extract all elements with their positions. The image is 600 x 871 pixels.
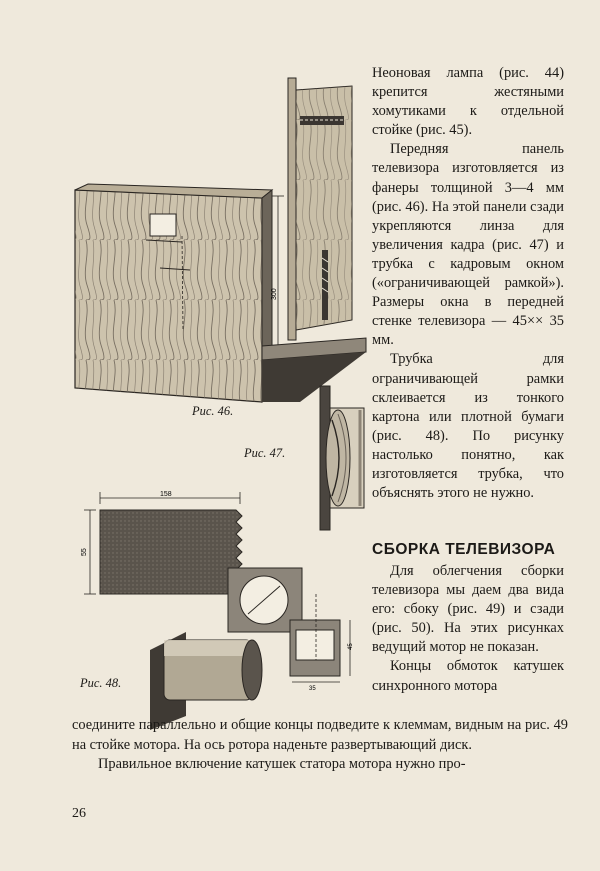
text-column-top [372,64,564,503]
paragraph: Концы обмоток катушек синхронного мотора [372,658,564,694]
paragraph: Правильное включение катушек статора мотора нужно про- [98,756,466,773]
paragraph: Передняя панель телевизора изготовляется из фанеры толщиной 3—4 мм (рис. 46). На этой панели сзади укрепляются линза для увеличения кадра (рис. 47) и трубка с кадровым окном («ограничивающей рамкой»). Размеры окна в передней стенке телевизора — 45×× 35 мм. [372,141,564,349]
fig48-width-label: 158 [160,491,172,498]
fig48-dim2-label: 35 [309,686,316,692]
figure-47-lens-ring [320,386,364,530]
figure-46-panel [75,184,284,402]
paragraph: Для облегчения сборки телевизора мы даем два вида его: сбоку (рис. 49) и сзади (рис. 50). На этих рисунках ведущий мотор не показан. [372,563,564,656]
paragraph: соедините параллельно и общие концы подведите к клеммам, видным на рис. 49 на стойке мотора. На ось ротора наденьте развертывающий диск. [72,717,568,753]
text-column-bottom [372,562,564,696]
paragraph: Трубка для ограничивающей рамки склеивается из тонкого картона или плотной бумаги (рис. 48). По рисунку настолько понятно, как изготовляется трубка, что объяснять этого не нужно. [372,351,564,502]
fig46-height-label: 300 [271,288,278,300]
text-full-width [72,716,568,775]
caption-fig48: Рис. 48. [80,676,122,690]
fig48-dim1-label: 45 [348,643,354,650]
paragraph: Неоновая лампа (рис. 44) крепится жестяными хомутиками к отдельной стойке (рис. 45). [372,65,564,139]
figure-48-tube [84,492,350,730]
fig48-height-label: 55 [81,548,88,556]
section-heading: СБОРКА ТЕЛЕВИЗОРА [372,541,556,558]
caption-fig46: Рис. 46. [192,404,234,418]
page-number: 26 [72,806,86,821]
caption-fig47: Рис. 47. [244,446,286,460]
